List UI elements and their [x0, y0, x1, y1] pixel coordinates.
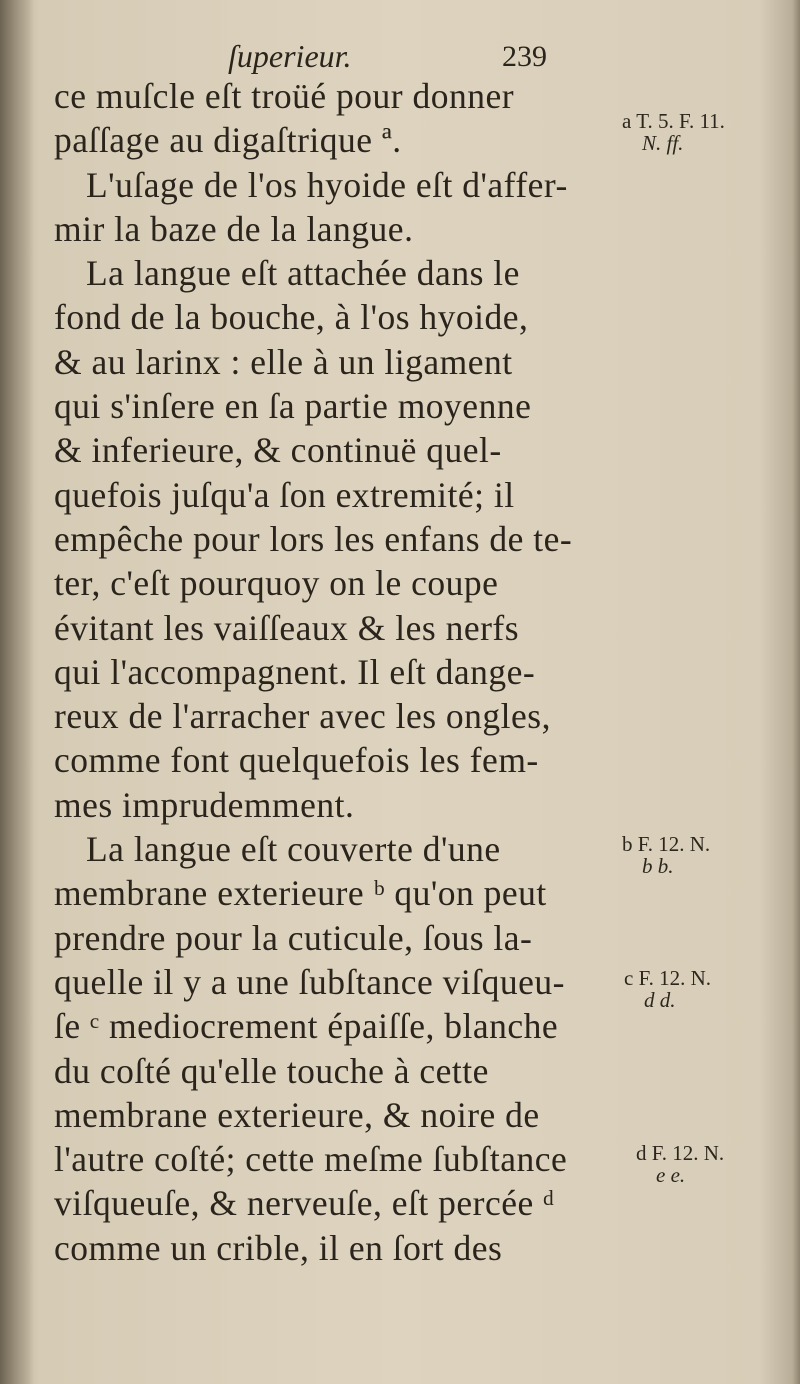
- marginal-note-ref: a T. 5. F. 11.: [622, 109, 725, 133]
- text-line: membrane exterieure, & noire de: [54, 1094, 540, 1135]
- marginal-note-ref: c F. 12. N.: [624, 966, 711, 990]
- text-line: prendre pour la cuticule, ſous la-: [54, 917, 533, 958]
- text-line: reux de l'arracher avec les ongles,: [54, 696, 551, 737]
- text-line: ter, c'eſt pourquoy on le coupe: [54, 563, 499, 604]
- marginal-note-sub: b b.: [642, 854, 674, 878]
- marginal-note-c: [624, 967, 711, 1011]
- marginal-note-sub: N. ff.: [642, 131, 684, 155]
- marginal-note-sub: e e.: [656, 1163, 686, 1187]
- text-line: fond de la bouche, à l'os hyoide,: [54, 297, 529, 338]
- text-line: comme un crible, il en ſort des: [54, 1227, 503, 1268]
- marginal-note-a: [622, 110, 725, 154]
- text-line: & au larinx : elle à un ligament: [54, 341, 513, 382]
- text-line: quelle il y a une ſubſtance viſqueu-: [54, 961, 565, 1002]
- marginal-note-ref: d F. 12. N.: [636, 1141, 725, 1165]
- body-text: [54, 74, 614, 1270]
- text-line: ſe ᶜ mediocrement épaiſſe, blanche: [54, 1006, 559, 1047]
- text-line: & inferieure, & continuë quel-: [54, 430, 502, 471]
- text-line: paſſage au digaſtrique ª.: [54, 120, 402, 161]
- marginal-note-b: [622, 833, 710, 877]
- text-line: qui l'accompagnent. Il eſt dange-: [54, 651, 536, 692]
- text-line: l'autre coſté; cette meſme ſubſtance: [54, 1139, 568, 1180]
- text-line: L'uſage de l'os hyoide eſt d'affer-: [86, 164, 568, 205]
- marginal-note-d: [636, 1142, 724, 1186]
- text-line: La langue eſt couverte d'une: [86, 829, 501, 870]
- running-head: ſuperieur.: [228, 38, 352, 74]
- marginal-note-sub: d d.: [644, 988, 676, 1012]
- text-line: ce muſcle eſt troüé pour donner: [54, 76, 515, 116]
- text-line: comme font quelquefois les fem-: [54, 740, 539, 781]
- text-line: membrane exterieure ᵇ qu'on peut: [54, 873, 547, 914]
- text-line: mes imprudemment.: [54, 784, 355, 825]
- page-header: [0, 38, 800, 78]
- binding-gutter: [0, 0, 34, 1384]
- text-line: évitant les vaiſſeaux & les nerfs: [54, 607, 520, 648]
- text-line: qui s'inſere en ſa partie moyenne: [54, 386, 532, 427]
- text-line: viſqueuſe, & nerveuſe, eſt percée ᵈ: [54, 1183, 555, 1224]
- text-line: La langue eſt attachée dans le: [86, 253, 520, 294]
- text-line: quefois juſqu'a ſon extremité; il: [54, 474, 515, 515]
- text-line: empêche pour lors les enfans de te-: [54, 518, 573, 559]
- text-line: du coſté qu'elle touche à cette: [54, 1050, 489, 1091]
- page-number: 239: [502, 40, 547, 73]
- text-line: mir la baze de la langue.: [54, 208, 414, 249]
- marginal-note-ref: b F. 12. N.: [622, 832, 711, 856]
